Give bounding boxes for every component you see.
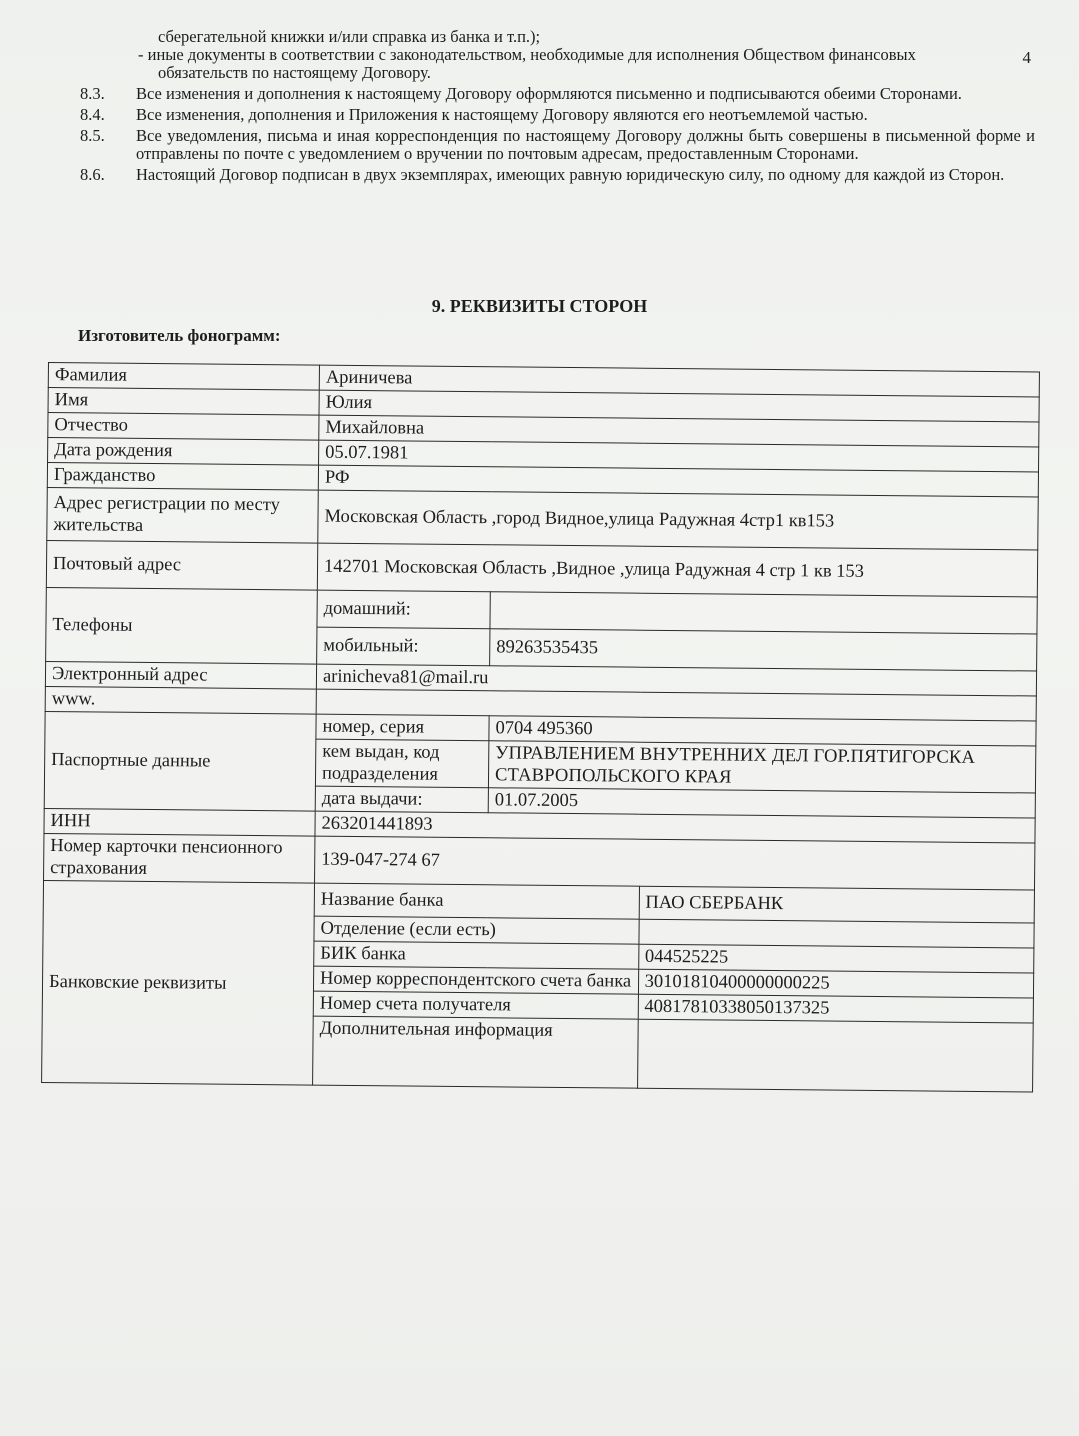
surname-value: Ариничева <box>319 365 1039 397</box>
clause-number: 8.4. <box>80 105 105 124</box>
bik-value: 044525225 <box>638 944 1034 973</box>
passport-number-label: номер, серия <box>316 714 489 741</box>
clause-8-6 <box>80 166 1035 184</box>
surname-label: Фамилия <box>48 363 319 391</box>
reg-address-label: Адрес регистрации по месту жительства <box>47 487 318 543</box>
text-line: сберегательной книжки и/или справка из банка и т.п.); <box>158 27 541 46</box>
issue-date-value: 01.07.2005 <box>488 788 1035 818</box>
page-number: 4 <box>1022 48 1031 67</box>
issued-by-label: кем выдан, код подразделения <box>315 739 488 788</box>
account-value: 40817810338050137325 <box>638 994 1034 1023</box>
issued-by-value: УПРАВЛЕНИЕМ ВНУТРЕННИХ ДЕЛ ГОР.ПЯТИГОРСКА СТАВРОПОЛЬСКОГО КРАЯ <box>488 741 1035 793</box>
citizenship-value: РФ <box>318 465 1038 497</box>
text-line: обязательств по настоящему Договору. <box>158 63 431 82</box>
bank-name-value: ПАО СБЕРБАНК <box>639 886 1035 923</box>
email-value: arinicheva81@mail.ru <box>316 664 1036 696</box>
dob-value: 05.07.1981 <box>319 440 1039 472</box>
clause-8-3 <box>80 85 1035 103</box>
branch-label: Отделение (если есть) <box>314 916 639 944</box>
clause-text: Все изменения и дополнения к настоящему Договору оформляются письменно и подписываются обеими Сторонами. <box>136 84 962 103</box>
mobile-phone-label: мобильный: <box>317 627 490 666</box>
extra-info-value <box>637 1019 1033 1092</box>
clause-8-4 <box>80 106 1035 124</box>
passport-label: Паспортные данные <box>44 711 316 811</box>
issue-date-label: дата выдачи: <box>315 786 488 813</box>
email-label: Электронный адрес <box>45 661 316 689</box>
postal-label: Почтовый адрес <box>46 540 317 590</box>
clause-number: 8.6. <box>80 165 105 184</box>
patronymic-value: Михайловна <box>319 415 1039 447</box>
corr-account-label: Номер корреспондентского счета банка <box>313 966 638 994</box>
mobile-phone-value: 89263535435 <box>490 629 1037 671</box>
home-phone-label: домашний: <box>317 590 490 629</box>
clause-text: Все изменения, дополнения и Приложения к настоящему Договору являются его неотъемлемой частью. <box>136 105 868 124</box>
corr-account-value: 30101810400000000225 <box>638 969 1034 998</box>
passport-number-value: 0704 495360 <box>489 716 1036 746</box>
home-phone-value <box>490 592 1037 634</box>
table-row <box>47 487 1038 550</box>
bank-label: Банковские реквизиты <box>42 880 315 1085</box>
name-label: Имя <box>48 388 319 416</box>
account-label: Номер счета получателя <box>313 991 638 1019</box>
party-subtitle: Изготовитель фонограмм: <box>78 326 281 345</box>
dob-label: Дата рождения <box>48 438 319 466</box>
bik-label: БИК банка <box>314 941 639 969</box>
clause-number: 8.5. <box>80 126 105 145</box>
phones-label: Телефоны <box>46 587 318 664</box>
extra-info-label: Дополнительная информация <box>313 1016 638 1088</box>
bank-name-label: Название банка <box>314 883 639 919</box>
patronymic-label: Отчество <box>48 413 319 441</box>
branch-value <box>639 919 1035 948</box>
text-line: - иные документы в соответствии с законодательством, необходимые для исполнения Обществом финансовых <box>138 45 916 64</box>
clause-8-5 <box>80 127 1035 163</box>
name-value: Юлия <box>319 390 1039 422</box>
clause-text: Настоящий Договор подписан в двух экземплярах, имеющих равную юридическую силу, по одному для каждой из Сторон. <box>136 165 1005 184</box>
inn-value: 263201441893 <box>315 811 1035 843</box>
clause-number: 8.3. <box>80 84 105 103</box>
pension-value: 139-047-274 67 <box>315 836 1035 890</box>
pension-label: Номер карточки пенсионного страхования <box>44 833 315 883</box>
clause-text: Все уведомления, письма и иная корреспонденция по настоящему Договору должны быть совершены в письменной форме и отправлены по почте с уведомлением о вручении по почтовым адресам, предоставленным Сторонами. <box>136 126 1035 163</box>
requisites-table <box>41 362 1040 1092</box>
postal-value: 142701 Московская Область ,Видное ,улица Радужная 4 стр 1 кв 153 <box>317 543 1037 597</box>
contract-text <box>80 28 1035 184</box>
inn-label: ИНН <box>44 808 315 836</box>
www-label: www. <box>45 686 316 714</box>
reg-address-value: Московская Область ,город Видное,улица Радужная 4стр1 кв153 <box>318 490 1038 550</box>
citizenship-label: Гражданство <box>47 463 318 491</box>
section-title: 9. РЕКВИЗИТЫ СТОРОН <box>431 296 648 316</box>
